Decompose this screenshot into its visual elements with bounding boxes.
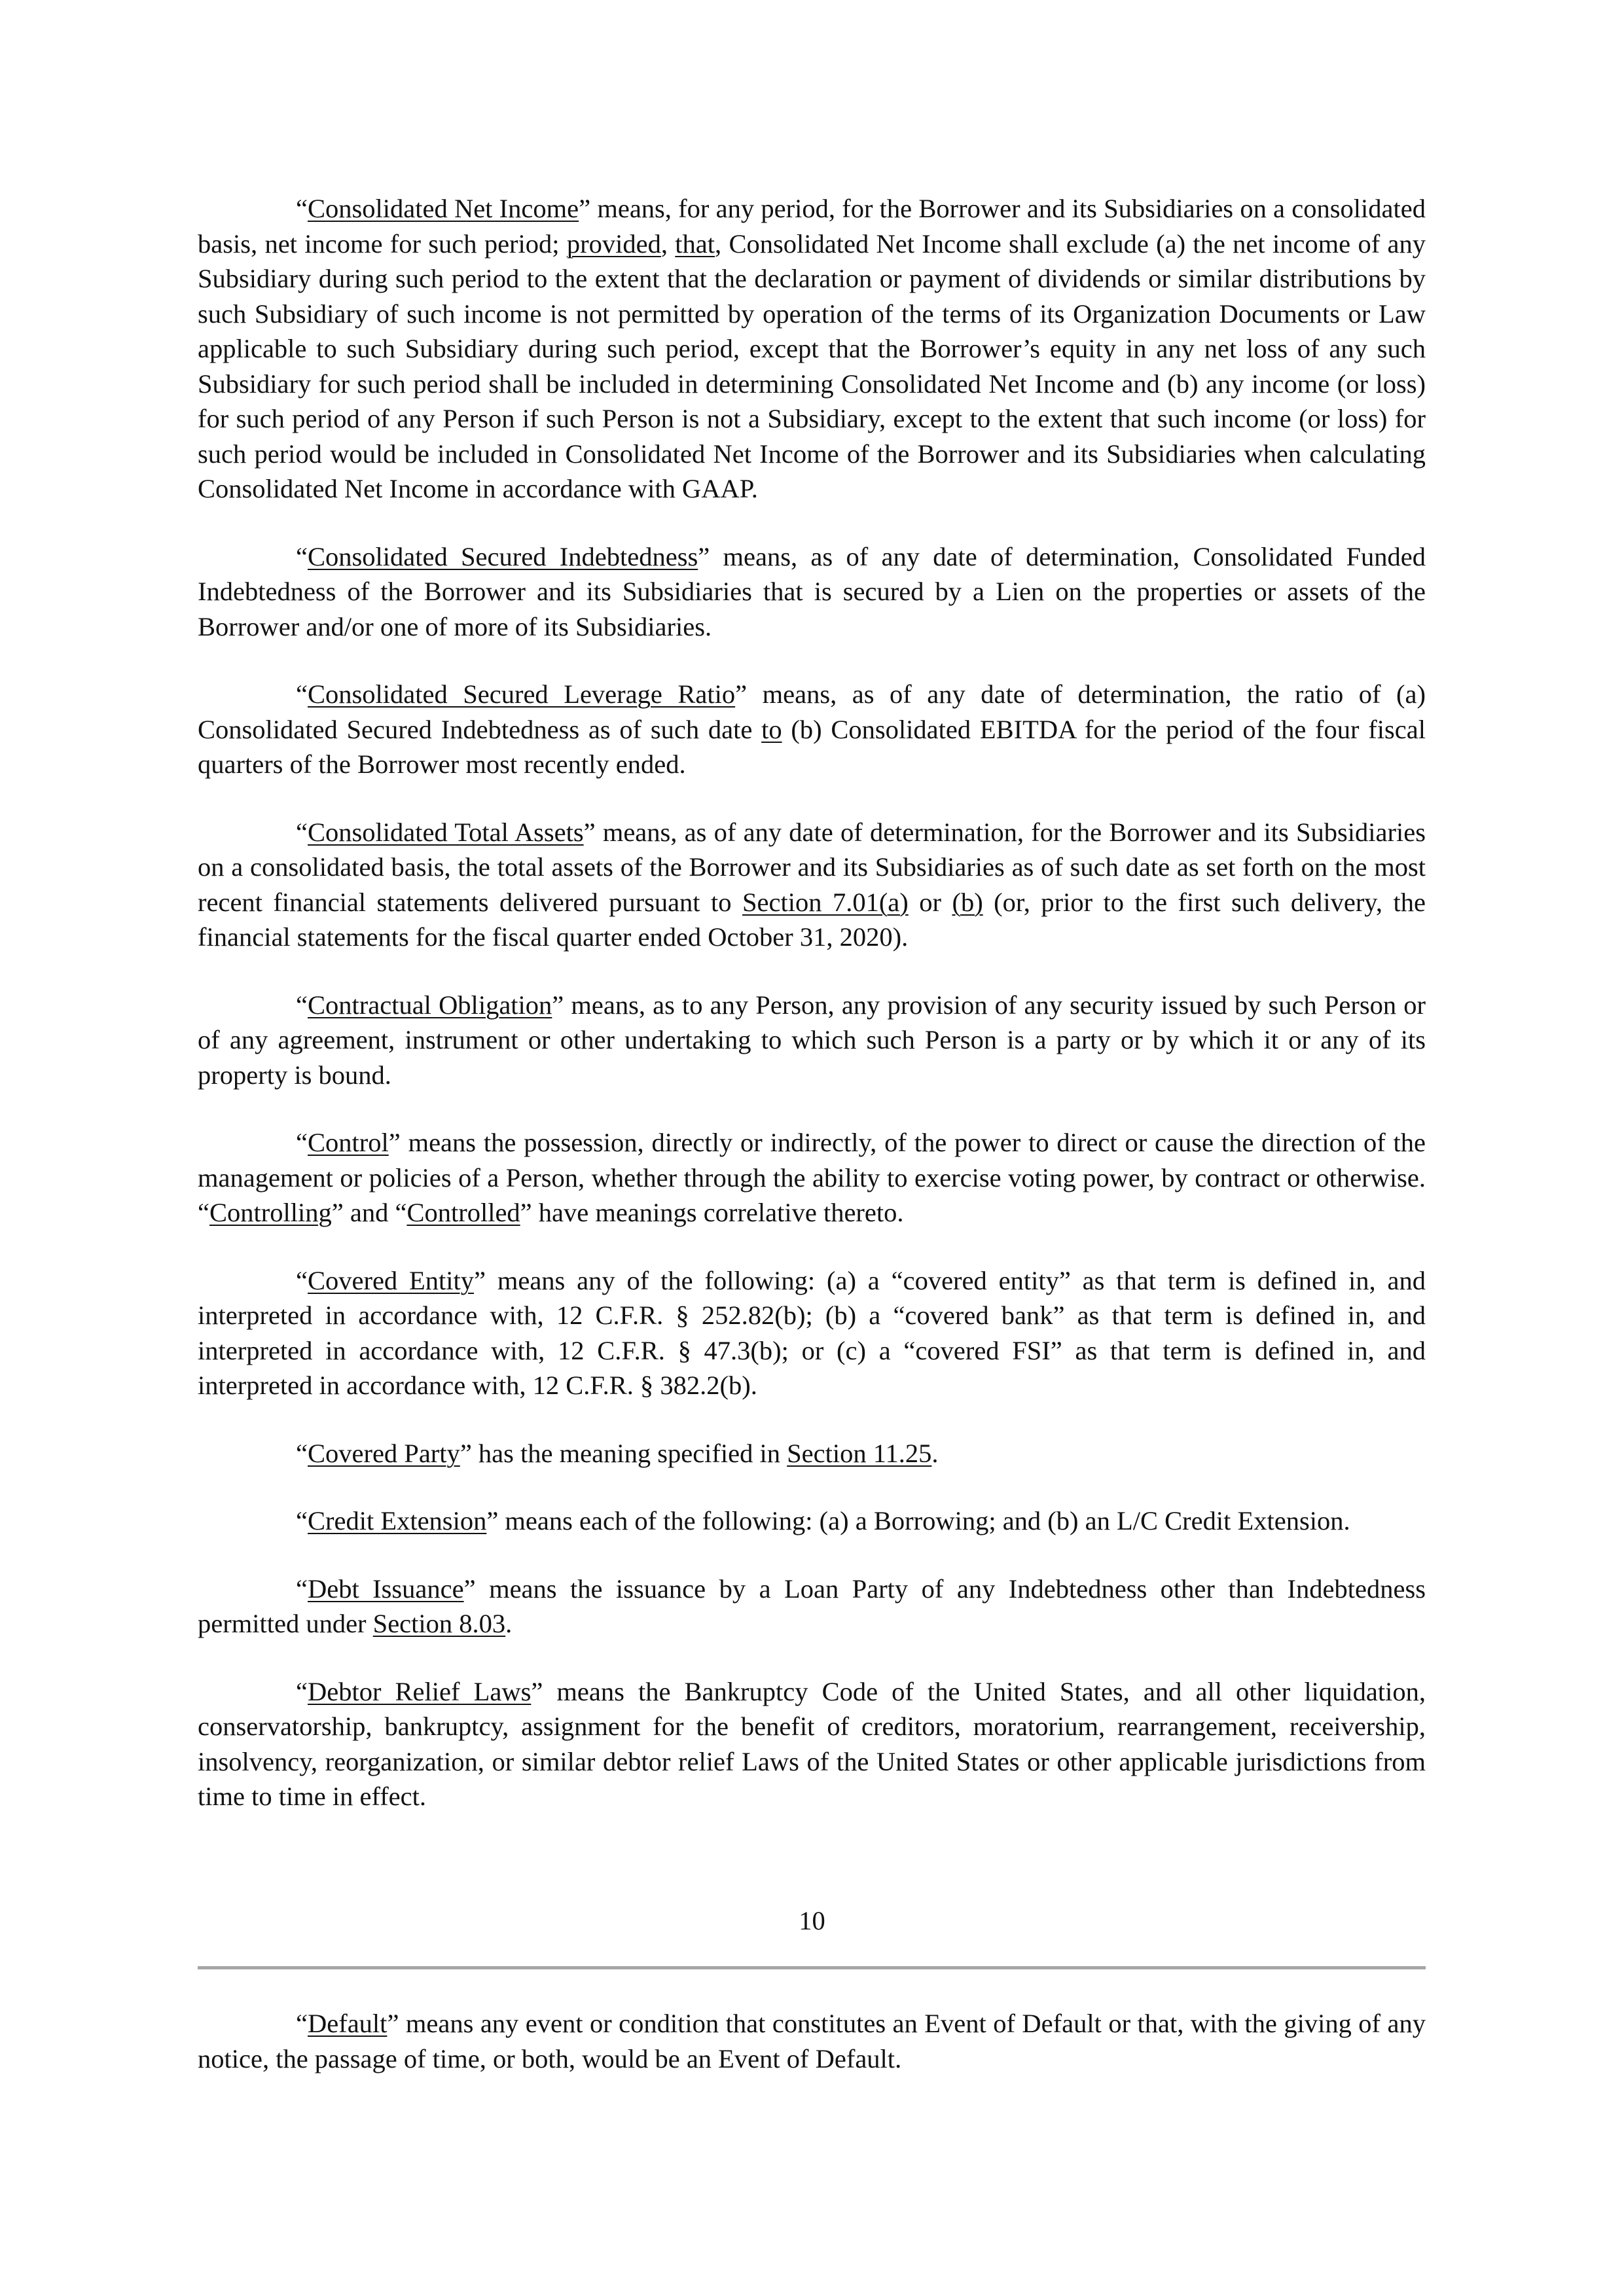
defined-term: Section 8.03 — [372, 1609, 506, 1638]
definition-paragraph — [198, 1571, 1426, 1641]
text-run: “ — [296, 1438, 308, 1468]
text-run: “ — [296, 679, 308, 709]
text-run: ” means, as of any date of determination, the ratio of (a) Consolidated Secured Indebtedness as of such date — [198, 679, 1426, 744]
defined-term: Credit Extension — [307, 1506, 487, 1535]
text-run: ” means the Bankruptcy Code of the United States, and all other liquidation, conservatorship, bankruptcy, assignment for the benefit of creditors, moratorium, rearrangement, receivership, insolvency, reorganization, or similar debtor relief Laws of the United States or other applicable jurisdictions from time to time in effect. — [198, 1676, 1426, 1811]
text-run: ” means, for any period, for the Borrower and its Subsidiaries on a consolidated basis, net income for such period; — [198, 194, 1426, 259]
definition-paragraph — [198, 1263, 1426, 1403]
defined-term: Section 7.01(a) — [742, 887, 909, 917]
text-run: “ — [296, 1573, 308, 1604]
definition-paragraph — [198, 815, 1426, 955]
definition-paragraph — [198, 191, 1426, 507]
definition-paragraph — [198, 2006, 1426, 2076]
definition-paragraph — [198, 1503, 1426, 1539]
text-run: . — [505, 1609, 513, 1638]
definition-paragraph — [198, 1436, 1426, 1471]
defined-term: Default — [307, 2009, 388, 2038]
text-run: ” has the meaning specified in — [460, 1438, 787, 1468]
text-run: “ — [296, 1676, 308, 1706]
defined-term: Section 11.25 — [787, 1438, 932, 1468]
defined-term: Consolidated Total Assets — [307, 817, 584, 847]
defined-term: Consolidated Secured Leverage Ratio — [307, 679, 736, 709]
defined-term: Debt Issuance — [307, 1573, 464, 1604]
definition-paragraph — [198, 1674, 1426, 1814]
text-run: “ — [296, 2009, 308, 2038]
page-divider — [198, 1966, 1426, 1969]
text-run: or — [908, 887, 952, 917]
text-run: “ — [296, 1265, 308, 1295]
text-run: ” means, as to any Person, any provision of any security issued by such Person or of any agreement, instrument or other undertaking to which such Person is a party or by which it or any of its property is bound. — [198, 990, 1426, 1090]
text-run: , — [660, 228, 676, 259]
text-run: . — [931, 1438, 939, 1468]
defined-term: Controlling — [209, 1198, 332, 1227]
definition-paragraph — [198, 988, 1426, 1093]
defined-term: Control — [307, 1128, 389, 1157]
defined-term: Consolidated Net Income — [307, 194, 579, 223]
defined-term: Covered Party — [307, 1438, 460, 1468]
defined-term: that — [675, 228, 715, 259]
definition-paragraph — [198, 539, 1426, 645]
text-run: ” means, as of any date of determination, Consolidated Funded Indebtedness of the Borrower and its Subsidiaries that is secured by a Lien on the properties or assets of the Borrower and/or one of more of its Subsidiaries. — [198, 541, 1426, 641]
text-run: “ — [296, 194, 308, 223]
text-run: ” means any event or condition that constitutes an Event of Default or that, with the giving of any notice, the passage of time, or both, would be an Event of Default. — [198, 2009, 1426, 2073]
defined-term: Contractual Obligation — [307, 990, 552, 1020]
defined-term: Consolidated Secured Indebtedness — [307, 541, 698, 571]
text-run: “ — [296, 1128, 308, 1157]
defined-term: Controlled — [406, 1198, 520, 1227]
text-run: ” means the possession, directly or indirectly, of the power to direct or cause the direction of the management or policies of a Person, whether through the ability to exercise voting power, by contract or otherwise. “ — [198, 1128, 1426, 1227]
defined-term: (b) — [952, 887, 983, 917]
text-run: “ — [296, 990, 308, 1020]
page-body — [198, 191, 1426, 1847]
defined-term: Covered Entity — [307, 1265, 475, 1295]
defined-term: provided — [566, 228, 661, 259]
text-run: ” have meanings correlative thereto. — [520, 1198, 904, 1227]
next-page-body — [198, 2006, 1426, 2109]
text-run: (b) Consolidated EBITDA for the period of the four fiscal quarters of the Borrower most recently ended. — [198, 714, 1426, 779]
text-run: ” means the issuance by a Loan Party of any Indebtedness other than Indebtedness permitted under — [198, 1573, 1426, 1638]
text-run: ” means any of the following: (a) a “covered entity” as that term is defined in, and interpreted in accordance with, 12 C.F.R. § 252.82(b); (b) a “covered bank” as that term is defined in, and interpreted in accordance with, 12 C.F.R. § 47.3(b); or (c) a “covered FSI” as that term is defined in, and interpreted in accordance with, 12 C.F.R. § 382.2(b). — [198, 1265, 1426, 1400]
text-run: (or, prior to the first such delivery, the financial statements for the fiscal quarter ended October 31, 2020). — [198, 887, 1426, 952]
text-run: “ — [296, 1506, 308, 1535]
text-run: ” means each of the following: (a) a Borrowing; and (b) an L/C Credit Extension. — [486, 1506, 1350, 1535]
text-run: “ — [296, 541, 308, 571]
definition-paragraph — [198, 1125, 1426, 1230]
text-run: “ — [296, 817, 308, 847]
text-run: ” and “ — [331, 1198, 407, 1227]
page-number: 10 — [799, 1906, 825, 1935]
definition-paragraph — [198, 677, 1426, 782]
text-run: , Consolidated Net Income shall exclude (a) the net income of any Subsidiary during such period to the extent that the declaration or payment of dividends or similar distributions by such Subsidiary of such income is not permitted by operation of the terms of its Organization Documents or Law applicable to such Subsidiary during such period, except that the Borrower’s equity in any net loss of any such Subsidiary for such period shall be included in determining Consolidated Net Income and (b) any income (or loss) for such period of any Person if such Person is not a Subsidiary, except to the extent that such income (or loss) for such period would be included in Consolidated Net Income of the Borrower and its Subsidiaries when calculating Consolidated Net Income in accordance with GAAP. — [198, 228, 1426, 503]
defined-term: Debtor Relief Laws — [307, 1676, 532, 1706]
defined-term: to — [761, 714, 782, 744]
text-run: ” means, as of any date of determination, for the Borrower and its Subsidiaries on a consolidated basis, the total assets of the Borrower and its Subsidiaries as of such date as set forth on the most recent financial statements delivered pursuant to — [198, 817, 1426, 917]
